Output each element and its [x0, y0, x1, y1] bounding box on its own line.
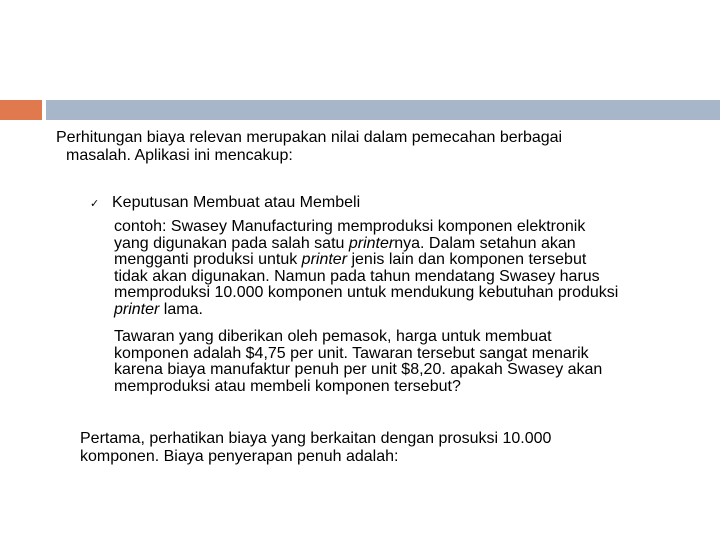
offer-paragraph — [114, 329, 714, 395]
para1-line-4: tidak akan digunakan. Namun pada tahun mendatang Swasey harus — [114, 267, 600, 285]
closing-paragraph — [80, 430, 700, 466]
intro-line-2: masalah. Aplikasi ini mencakup: — [66, 147, 293, 164]
para1-line-2: yang digunakan pada salah satu printernya. Dalam setahun akan — [114, 234, 576, 252]
para2-line-4: memproduksi atau membeli komponen tersebut? — [114, 377, 461, 395]
intro-line-1: Perhitungan biaya relevan merupakan nilai dalam pemecahan berbagai — [56, 129, 563, 146]
para1-line-5: memproduksi 10.000 komponen untuk mendukung kebutuhan produksi — [114, 284, 619, 301]
para1-line-6: printer lama. — [114, 300, 203, 318]
closing-line-2: komponen. Biaya penyerapan penuh adalah: — [80, 448, 399, 465]
para1-line-1: contoh: Swasey Manufacturing memproduksi komponen elektronik — [114, 218, 586, 235]
para2-line-1: Tawaran yang diberikan oleh pemasok, harga untuk membuat — [114, 328, 552, 345]
accent-bar — [0, 100, 42, 120]
header-bar — [46, 100, 720, 120]
para1-line-3: mengganti produksi untuk printer jenis lain dan komponen tersebut — [114, 251, 587, 268]
closing-line-1: Pertama, perhatikan biaya yang berkaitan dengan prosuksi 10.000 — [80, 430, 552, 447]
para2-line-2: komponen adalah $4,75 per unit. Tawaran tersebut sangat menarik — [114, 344, 589, 362]
bullet-title: Keputusan Membuat atau Membeli — [112, 194, 361, 211]
check-icon: ✓ — [90, 197, 100, 210]
para2-line-3: karena biaya manufaktur penuh per unit $8,20. apakah Swasey akan — [114, 361, 603, 378]
example-paragraph — [114, 219, 714, 318]
intro-text — [56, 129, 656, 165]
